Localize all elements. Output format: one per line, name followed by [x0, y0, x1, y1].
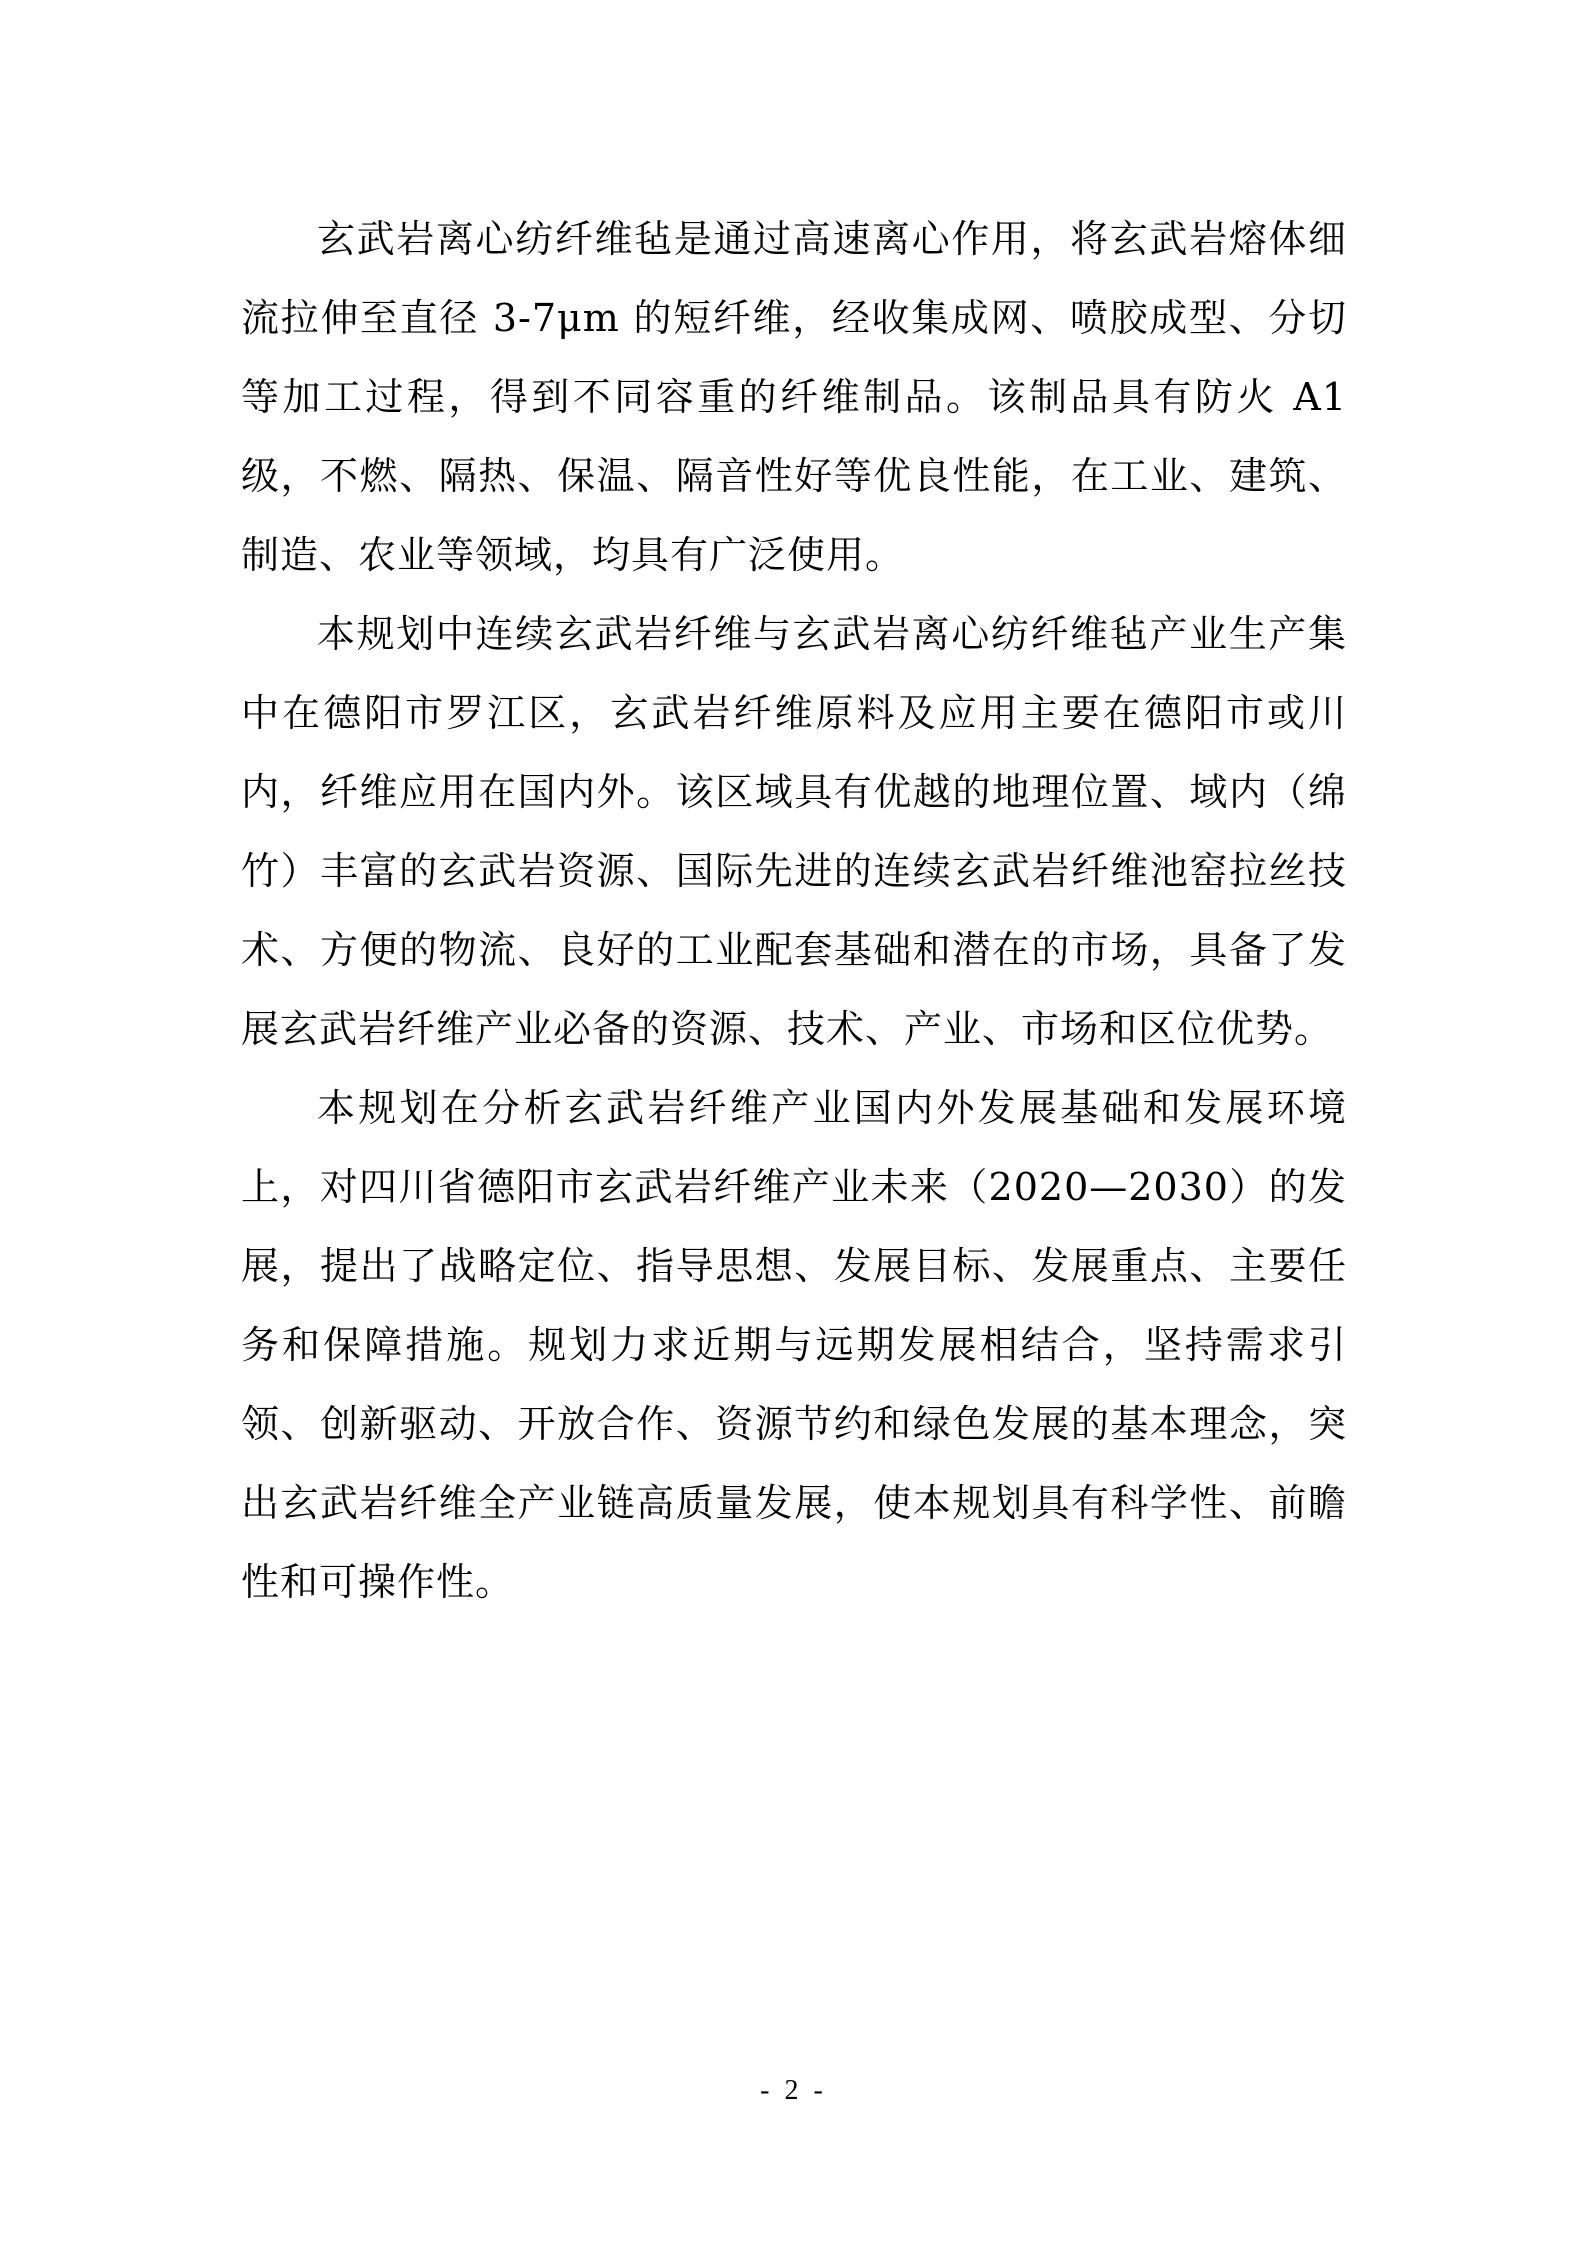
page-number: - 2 -	[760, 2075, 827, 2106]
paragraph-3: 本规划在分析玄武岩纤维产业国内外发展基础和发展环境上，对四川省德阳市玄武岩纤维产业未来（2020—2030）的发展，提出了战略定位、指导思想、发展目标、发展重点、主要任务和保障措施。规划力求近期与远期发展相结合，坚持需求引领、创新驱动、开放合作、资源节约和绿色发展的基本理念，突出玄武岩纤维全产业链高质量发展，使本规划具有科学性、前瞻性和可操作性。	[241, 1086, 1347, 1604]
paragraph-2: 本规划中连续玄武岩纤维与玄武岩离心纺纤维毡产业生产集中在德阳市罗江区，玄武岩纤维原料及应用主要在德阳市或川内，纤维应用在国内外。该区域具有优越的地理位置、域内（绵竹）丰富的玄武岩资源、国际先进的连续玄武岩纤维池窑拉丝技术、方便的物流、良好的工业配套基础和潜在的市场，具备了发展玄武岩纤维产业必备的资源、技术、产业、市场和区位优势。	[241, 612, 1347, 1051]
paragraph-1: 玄武岩离心纺纤维毡是通过高速离心作用，将玄武岩熔体细流拉伸至直径 3-7μm 的短纤维，经收集成网、喷胶成型、分切等加工过程，得到不同容重的纤维制品。该制品具有防火 A1 级，不燃、隔热、保温、隔音性好等优良性能，在工业、建筑、制造、农业等领域，均具有广泛使用。	[241, 217, 1347, 577]
body-text	[241, 200, 1347, 1622]
